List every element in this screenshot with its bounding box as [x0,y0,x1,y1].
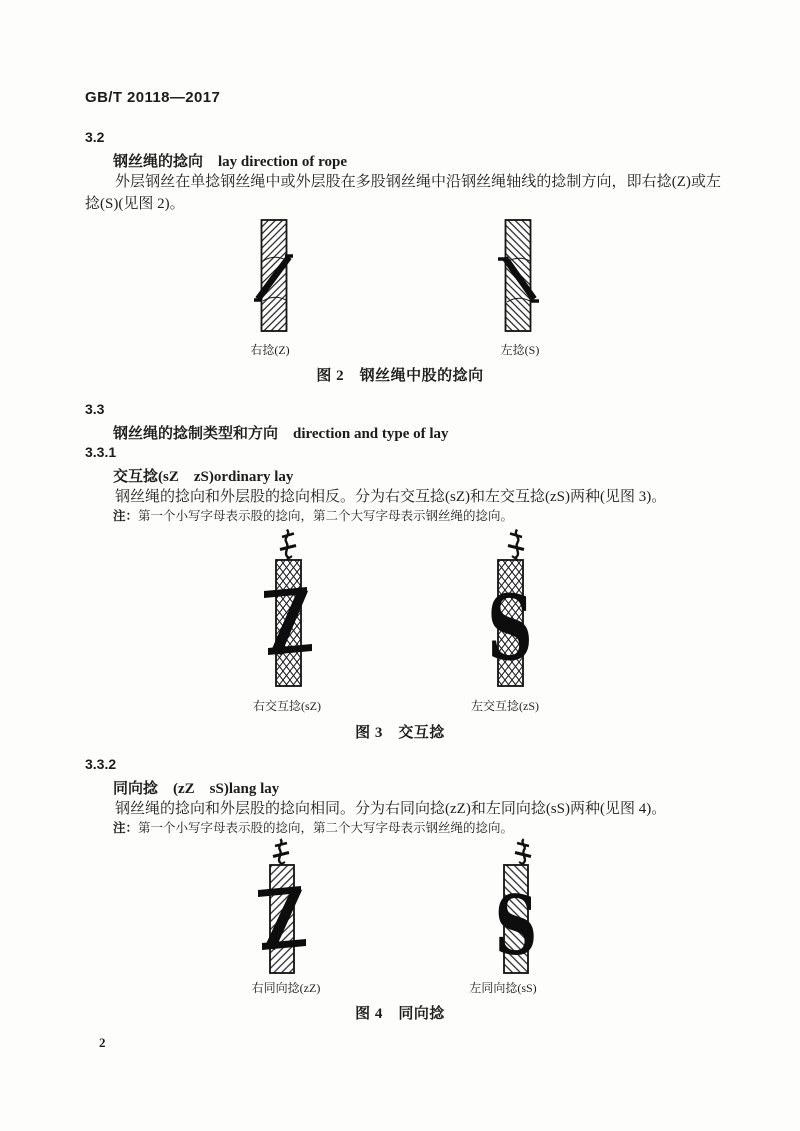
fig3-caption: 图 3 交互捻 [355,725,445,741]
fig2-caption: 图 2 钢丝绳中股的捻向 [316,368,484,384]
frayed-strand-icon [508,530,524,562]
rope-diagram-lang-lay-ss [483,838,555,978]
note-label: 注： [113,509,139,523]
rope-diagram-left-lay-s [496,219,540,333]
fig2-right-label: 左捻(S) [500,343,540,357]
page-number: 2 [99,1035,106,1050]
fig3-right-label: 左交互捻(zS) [471,699,539,713]
fig3-left-label: 右交互捻(sZ) [253,699,321,713]
note-body: 第一个小写字母表示股的捻向，第二个大写字母表示钢丝绳的捻向。 [138,821,514,835]
note-3-3-1 [113,508,513,524]
heading-3-3-1: 交互捻(sZ zS)ordinary lay [113,469,294,485]
frayed-strand-icon [273,839,289,866]
fig4-caption: 图 4 同向捻 [355,1006,445,1022]
fig4-left-label: 右同向捻(zZ) [251,981,321,995]
clause-number-3-2: 3.2 [85,129,105,145]
svg-text:S: S [494,877,538,974]
heading-3-3: 钢丝绳的捻制类型和方向 direction and type of lay [113,426,449,442]
svg-text:S: S [487,575,533,682]
rope-diagram-right-lay-z [252,219,296,333]
rope-diagram-lang-lay-zz [249,838,321,978]
heading-3-2: 钢丝绳的捻向 lay direction of rope [113,154,348,170]
fig4-right-label: 左同向捻(sS) [469,981,537,995]
clause-number-3-3-1: 3.3.1 [85,444,117,460]
rope-diagram-ordinary-lay-sz [255,527,327,689]
body-3-2: 外层钢丝在单捻钢丝绳中或外层股在多股钢丝绳中沿钢丝绳轴线的捻制方向，即右捻(Z)或左捻(S)(见图 2)。 [85,174,721,212]
note-label: 注： [113,821,139,835]
note-3-3-2 [113,820,513,836]
frayed-strand-icon [280,530,296,562]
clause-number-3-3: 3.3 [85,401,105,417]
rope-diagram-ordinary-lay-zs [477,527,549,689]
doc-number: GB/T 20118—2017 [85,89,221,106]
heading-3-3-2: 同向捻 (zZ sS)lang lay [113,781,280,797]
frayed-strand-icon [515,839,531,866]
note-body: 第一个小写字母表示股的捻向，第二个大写字母表示钢丝绳的捻向。 [138,509,514,523]
fig2-left-label: 右捻(Z) [250,343,290,357]
clause-number-3-3-2: 3.3.2 [85,756,117,772]
body-3-3-2: 钢丝绳的捻向和外层股的捻向相同。分为右同向捻(zZ)和左同向捻(sS)两种(见图 4)。 [115,801,667,817]
body-3-3-1: 钢丝绳的捻向和外层股的捻向相反。分为右交互捻(sZ)和左交互捻(zS)两种(见图 3)。 [115,489,667,505]
